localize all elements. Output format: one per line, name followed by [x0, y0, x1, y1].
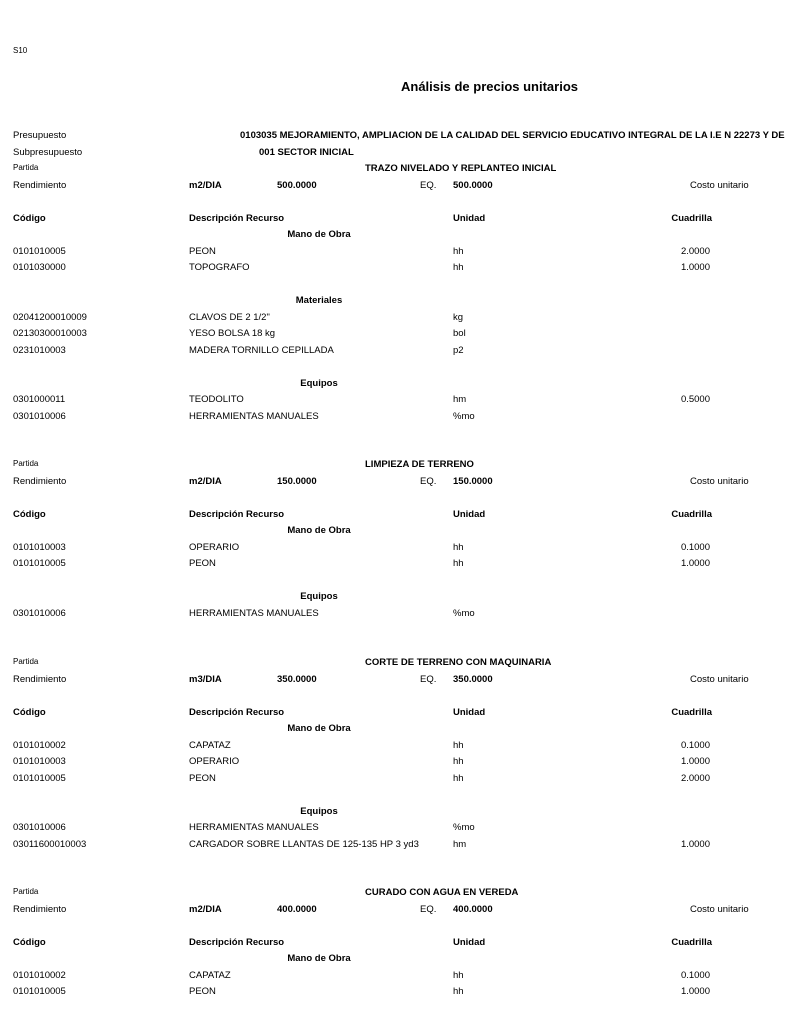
- resource-unit: hh: [453, 986, 464, 997]
- resource-code: 0101010003: [13, 541, 66, 553]
- eq-value: 500.0000: [453, 179, 493, 191]
- resource-code: 02130300010003: [13, 328, 87, 339]
- col-header-codigo: Código: [13, 936, 46, 948]
- presupuesto-value: 0103035 MEJORAMIENTO, AMPLIACION DE LA CALIDAD DEL SERVICIO EDUCATIVO INTEGRAL DE LA I.E N 22273 Y DE: [240, 130, 785, 141]
- col-header-descripcion: Descripción Recurso: [189, 212, 285, 224]
- resource-description: CAPATAZ: [189, 739, 231, 751]
- costo-label: Costo unitario: [690, 903, 749, 915]
- resource-unit: hh: [453, 558, 464, 569]
- resource-description: OPERARIO: [189, 756, 240, 767]
- partida-label: Partida: [13, 887, 39, 896]
- col-header-cuadrilla: Cuadrilla: [671, 508, 712, 520]
- rendimiento-label: Rendimiento: [13, 475, 67, 487]
- resource-description: HERRAMIENTAS MANUALES: [189, 410, 319, 422]
- rendimiento-value: 350.0000: [277, 673, 317, 685]
- resource-description: CAPATAZ: [189, 969, 231, 981]
- partida-name: LIMPIEZA DE TERRENO: [365, 459, 474, 470]
- resource-description: CARGADOR SOBRE LLANTAS DE 125-135 HP 3 yd3: [189, 838, 419, 850]
- resource-code: 03011600010003: [13, 838, 87, 850]
- col-header-codigo: Código: [13, 706, 46, 718]
- resource-unit: hm: [453, 838, 467, 850]
- partida-name: CURADO CON AGUA EN VEREDA: [365, 887, 519, 898]
- resource-code: 0101010003: [13, 756, 66, 767]
- resource-cuadrilla: 1.0000: [680, 838, 710, 850]
- resource-cuadrilla: 1.0000: [680, 756, 710, 767]
- system-code: S10: [13, 46, 28, 55]
- resource-cuadrilla: 1.0000: [680, 986, 710, 997]
- resource-description: PEON: [189, 772, 216, 784]
- resource-cuadrilla: 1.0000: [680, 558, 710, 569]
- resource-unit: hh: [453, 969, 464, 981]
- partida-name: TRAZO NIVELADO Y REPLANTEO INICIAL: [365, 163, 557, 174]
- rendimiento-label: Rendimiento: [13, 903, 67, 915]
- eq-value: 350.0000: [453, 673, 493, 685]
- resource-code: 0301010006: [13, 607, 66, 619]
- resource-code: 0231010003: [13, 344, 66, 356]
- resource-cuadrilla: 2.0000: [680, 245, 710, 257]
- resource-description: PEON: [189, 558, 216, 569]
- resource-description: HERRAMIENTAS MANUALES: [189, 607, 319, 619]
- partida-label: Partida: [13, 459, 39, 468]
- rendimiento-unit: m3/DIA: [189, 673, 222, 685]
- resource-cuadrilla: 2.0000: [680, 772, 710, 784]
- group-title: Equipos: [300, 805, 338, 817]
- resource-unit: hh: [453, 772, 464, 784]
- resource-code: 0301010006: [13, 822, 66, 833]
- col-header-codigo: Código: [13, 508, 46, 520]
- eq-label: EQ.: [420, 903, 437, 915]
- resource-unit: hh: [453, 262, 464, 273]
- resource-unit: %mo: [453, 410, 475, 422]
- group-title: Mano de Obra: [287, 723, 351, 734]
- col-header-unidad: Unidad: [453, 936, 486, 948]
- resource-code: 0101030000: [13, 262, 66, 273]
- resource-code: 0301010006: [13, 410, 66, 422]
- resource-description: PEON: [189, 245, 216, 257]
- resource-code: 0101010005: [13, 986, 66, 997]
- partida-label: Partida: [13, 163, 39, 172]
- eq-label: EQ.: [420, 179, 437, 191]
- resource-code: 0301000011: [13, 394, 66, 405]
- group-title: Equipos: [300, 591, 338, 602]
- resource-cuadrilla: 1.0000: [680, 262, 710, 273]
- partida-name: CORTE DE TERRENO CON MAQUINARIA: [365, 657, 552, 668]
- col-header-cuadrilla: Cuadrilla: [671, 212, 712, 224]
- presupuesto-label: Presupuesto: [13, 130, 67, 141]
- rendimiento-value: 400.0000: [277, 903, 317, 915]
- resource-description: CLAVOS DE 2 1/2": [189, 311, 270, 323]
- col-header-codigo: Código: [13, 212, 46, 224]
- rendimiento-unit: m2/DIA: [189, 179, 222, 191]
- resource-cuadrilla: 0.1000: [680, 541, 710, 553]
- eq-label: EQ.: [420, 673, 437, 685]
- resource-code: 0101010002: [13, 969, 66, 981]
- resource-description: TEODOLITO: [189, 394, 244, 405]
- col-header-cuadrilla: Cuadrilla: [671, 936, 712, 948]
- resource-code: 0101010005: [13, 245, 66, 257]
- costo-label: Costo unitario: [690, 179, 749, 191]
- rendimiento-value: 150.0000: [277, 475, 317, 487]
- resource-code: 0101010005: [13, 772, 66, 784]
- resource-unit: %mo: [453, 822, 475, 833]
- col-header-cuadrilla: Cuadrilla: [671, 706, 712, 718]
- resource-description: HERRAMIENTAS MANUALES: [189, 822, 319, 833]
- col-header-unidad: Unidad: [453, 212, 486, 224]
- resource-code: 0101010005: [13, 558, 66, 569]
- resource-cuadrilla: 0.5000: [680, 394, 710, 405]
- resource-unit: hh: [453, 541, 464, 553]
- col-header-unidad: Unidad: [453, 508, 486, 520]
- group-title: Materiales: [295, 295, 343, 306]
- resource-description: MADERA TORNILLO CEPILLADA: [189, 344, 334, 356]
- resource-unit: hh: [453, 739, 464, 751]
- rendimiento-value: 500.0000: [277, 179, 317, 191]
- rendimiento-unit: m2/DIA: [189, 475, 222, 487]
- group-title: Equipos: [300, 377, 338, 389]
- resource-unit: hh: [453, 756, 464, 767]
- resource-code: 0101010002: [13, 739, 66, 751]
- eq-value: 400.0000: [453, 903, 493, 915]
- resource-unit: hh: [453, 245, 464, 257]
- rendimiento-label: Rendimiento: [13, 179, 67, 191]
- resource-description: PEON: [189, 986, 216, 997]
- resource-unit: kg: [453, 311, 464, 323]
- resource-unit: bol: [453, 328, 466, 339]
- resource-cuadrilla: 0.1000: [680, 969, 710, 981]
- resource-unit: %mo: [453, 607, 475, 619]
- subpresupuesto-label: Subpresupuesto: [13, 147, 83, 158]
- eq-value: 150.0000: [453, 475, 493, 487]
- col-header-unidad: Unidad: [453, 706, 486, 718]
- subpresupuesto-value: 001 SECTOR INICIAL: [259, 147, 354, 158]
- resource-description: OPERARIO: [189, 541, 240, 553]
- eq-label: EQ.: [420, 475, 437, 487]
- resource-description: YESO BOLSA 18 kg: [189, 328, 276, 339]
- col-header-descripcion: Descripción Recurso: [189, 936, 285, 948]
- group-title: Mano de Obra: [287, 525, 351, 536]
- resource-cuadrilla: 0.1000: [680, 739, 710, 751]
- col-header-descripcion: Descripción Recurso: [189, 706, 285, 718]
- col-header-descripcion: Descripción Recurso: [189, 508, 285, 520]
- group-title: Mano de Obra: [287, 229, 351, 240]
- rendimiento-label: Rendimiento: [13, 673, 67, 685]
- costo-label: Costo unitario: [690, 673, 749, 685]
- resource-unit: hm: [453, 394, 467, 405]
- resource-description: TOPOGRAFO: [189, 262, 250, 273]
- partida-label: Partida: [13, 657, 39, 666]
- page-title: Análisis de precios unitarios: [401, 79, 578, 94]
- resource-code: 02041200010009: [13, 311, 87, 323]
- group-title: Mano de Obra: [287, 953, 351, 964]
- rendimiento-unit: m2/DIA: [189, 903, 222, 915]
- resource-unit: p2: [453, 344, 464, 356]
- costo-label: Costo unitario: [690, 475, 749, 487]
